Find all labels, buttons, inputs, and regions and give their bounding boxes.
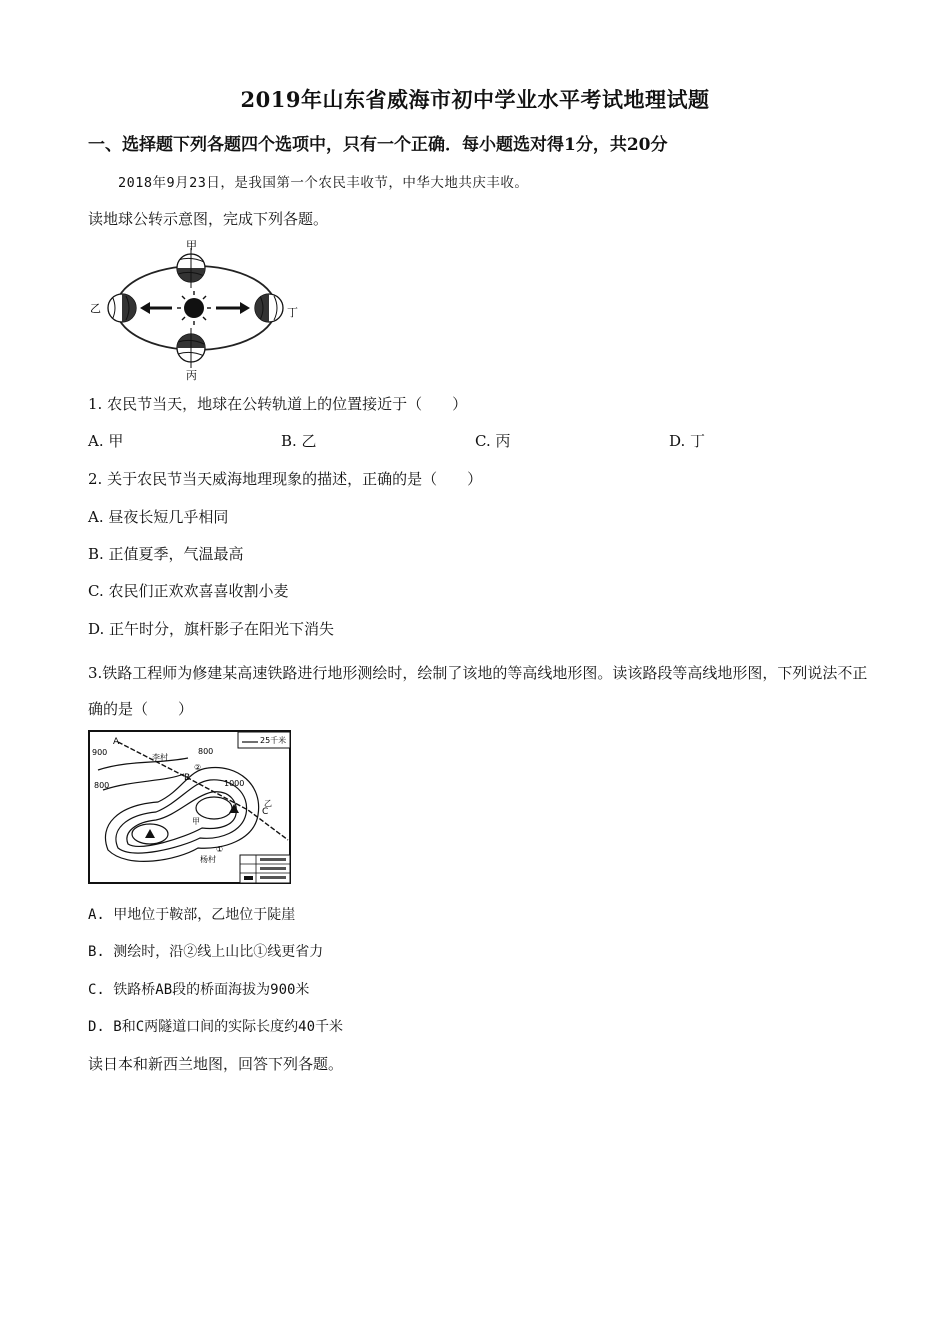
orbit-label-bottom: 丙 — [186, 369, 197, 382]
arrow-right-icon — [216, 302, 250, 314]
scale-label: 25千米 — [260, 736, 287, 745]
contour-label-1000: 1000 — [224, 779, 245, 788]
contour-map — [88, 730, 292, 885]
contour-label-800-top: 800 — [198, 747, 214, 756]
sun-icon — [177, 291, 211, 325]
q3-stem: 3.铁路工程师为修建某高速铁路进行地形测绘时，绘制了该地的等高线地形图。读该路段等高线地形图，下列说法不正确的是（ ） — [88, 664, 868, 718]
earth-left-icon — [108, 294, 136, 322]
exam-title: 2019年山东省威海市初中学业水平考试地理试题 — [240, 87, 710, 112]
scale-bar — [238, 732, 290, 748]
arrow-left-icon — [140, 302, 172, 314]
orbit-label-top: 甲 — [186, 239, 197, 252]
q2-option-b[interactable]: B. 正值夏季，气温最高 — [88, 545, 244, 563]
q1-option-b[interactable]: B. 乙 — [281, 432, 317, 450]
village-yang-label: 杨村 — [200, 855, 216, 864]
q2-option-a[interactable]: A. 昼夜长短几乎相同 — [88, 508, 229, 526]
q3-option-b[interactable]: B. 测绘时，沿②线上山比①线更省力 — [88, 944, 324, 960]
q1-options — [88, 430, 868, 450]
earth-bottom-icon — [177, 328, 205, 368]
point-jia-label: 甲 — [192, 817, 200, 826]
q2-stem: 2. 关于农民节当天威海地理现象的描述，正确的是（ ） — [88, 470, 483, 488]
point-a-label: A — [113, 737, 120, 747]
map-legend — [240, 855, 290, 883]
q2-option-d[interactable]: D. 正午时分，旗杆影子在阳光下消失 — [88, 620, 335, 638]
q3-option-a[interactable]: A. 甲地位于鞍部，乙地位于陡崖 — [88, 907, 296, 923]
route-2-label: ② — [194, 763, 202, 772]
point-yi-label: 乙 — [264, 799, 272, 808]
orbit-label-right: 丁 — [287, 306, 298, 319]
village-li-label: 李村 — [152, 753, 168, 762]
earth-orbit-diagram — [86, 238, 306, 386]
point-c-label: C — [262, 807, 269, 817]
contour-label-900: 900 — [92, 748, 108, 757]
q3-option-c[interactable]: C. 铁路桥AB段的桥面海拔为900米 — [88, 982, 310, 998]
q1-option-c[interactable]: C. 丙 — [475, 432, 511, 450]
q1-stem: 1. 农民节当天，地球在公转轨道上的位置接近于（ ） — [88, 395, 468, 413]
contour-label-800-left: 800 — [94, 781, 110, 790]
q3-option-d[interactable]: D. B和C两隧道口间的实际长度约40千米 — [88, 1019, 344, 1035]
section-heading: 一、选择题下列各题四个选项中，只有一个正确．每小题选对得1分，共20分 — [88, 135, 668, 155]
read-japan-instruction: 读日本和新西兰地图，回答下列各题。 — [88, 1055, 344, 1073]
earth-top-icon — [177, 248, 205, 288]
q1-option-a[interactable]: A. 甲 — [88, 432, 124, 450]
read-orbit-instruction: 读地球公转示意图，完成下列各题。 — [88, 210, 329, 228]
intro-text: 2018年9月23日，是我国第一个农民丰收节，中华大地共庆丰收。 — [118, 175, 529, 191]
q2-option-c[interactable]: C. 农民们正欢欢喜喜收割小麦 — [88, 582, 289, 600]
q1-option-d[interactable]: D. 丁 — [669, 432, 706, 450]
earth-right-icon — [255, 294, 283, 322]
route-1-label: ① — [216, 845, 224, 854]
orbit-label-left: 乙 — [90, 302, 101, 315]
point-b-label: B — [184, 773, 191, 783]
